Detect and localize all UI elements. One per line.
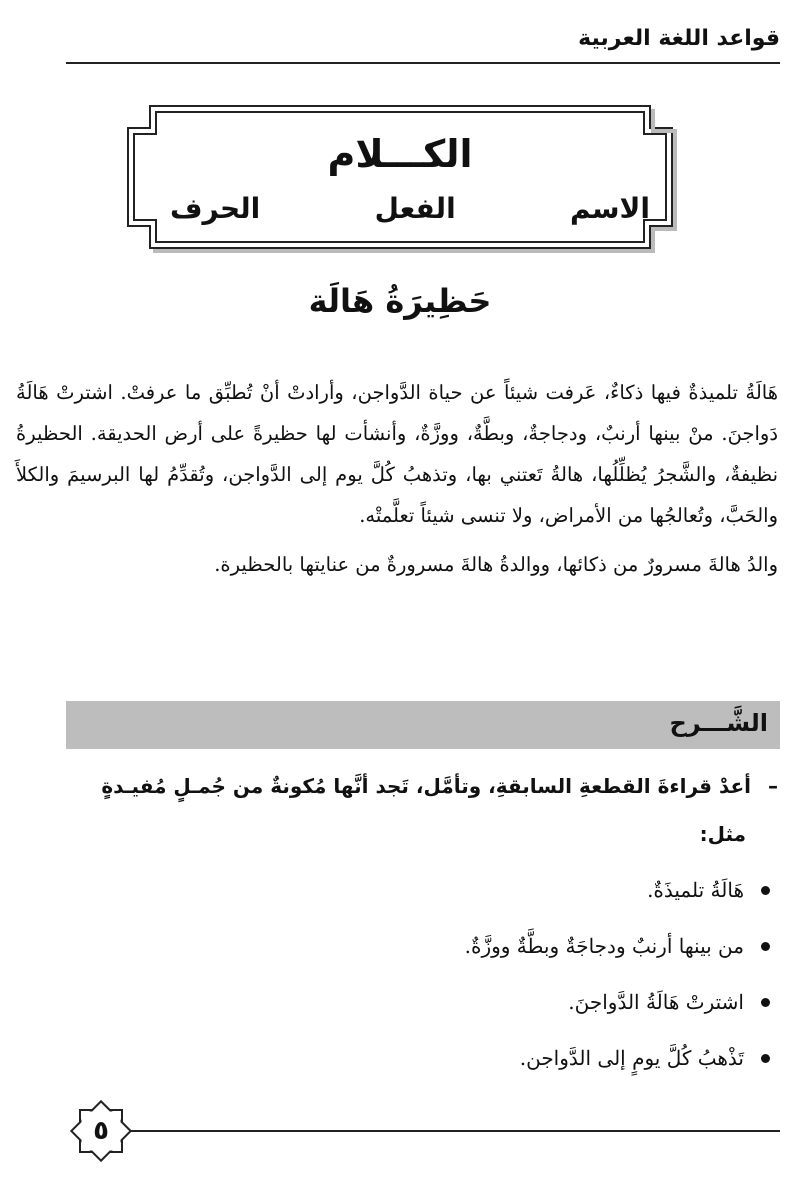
instruction-text: أعدْ قراءةَ القطعةِ السابقةِ، وتأمَّل، تَجد أنَّها مُكونةٌ من جُمـلٍ مُفيـدةٍ <box>101 774 752 798</box>
word-type-particle: الحرف <box>170 192 261 225</box>
footer-rule <box>128 1130 780 1132</box>
list-item <box>76 868 776 924</box>
example-text: اشترتْ هَالَةُ الدَّواجنَ. <box>568 990 744 1014</box>
frame-shadow <box>153 109 675 251</box>
examples-list <box>76 868 776 1092</box>
example-text: تَذْهبُ كُلَّ يومٍ إلى الدَّواجن. <box>519 1046 744 1070</box>
frame-outer-border <box>128 106 672 248</box>
bullet-icon <box>761 998 770 1007</box>
example-text: من بينها أرنبٌ ودجاجَةٌ وبطَّةٌ ووزَّةٌ. <box>464 934 744 958</box>
bullet-icon <box>761 886 770 895</box>
word-type-noun: الاسم <box>570 192 650 225</box>
story-paragraph: هَالَةُ تلميذةٌ فيها ذكاءٌ، عَرفت شيئاً عن حياة الدَّواجن، وأرادتْ أنْ تُطبِّق ما عرفتْ. اشترتْ هَالَةُ دَواجنَ. منْ بينها أرنبٌ، ودجاجةٌ، وبطَّةٌ، ووزَّةٌ، وأنشأت لها حظيرةً على أرض الحديقة. الحظيرةُ نظيفةٌ، والشَّجرُ يُظلِّلُها، هالةُ تَعتني بها، وتذهبُ كُلَّ يوم إلى الدَّواجن، وتُقدِّمُ لها البرسيمَ والكلأَ والحَبَّ، وتُعالجُها من الأمراض، ولا تنسى شيئاً تعلَّمتْه. <box>16 381 778 527</box>
example-text: هَالَةُ تلميذَةٌ. <box>647 878 744 902</box>
example-label: مثل: <box>699 822 746 846</box>
list-item <box>76 924 776 980</box>
bullet-icon <box>761 1054 770 1063</box>
story-title: حَظِيرَةُ هَالَة <box>308 282 492 320</box>
bullet-icon <box>761 942 770 951</box>
box-title: الكـــلام <box>327 132 473 176</box>
section-label: الشَّـــرح <box>669 709 768 737</box>
instruction-dash: – <box>768 774 778 798</box>
list-item <box>76 1036 776 1092</box>
list-item <box>76 980 776 1036</box>
page-number: ٥ <box>93 1116 109 1146</box>
story-paragraph: والدُ هالةَ مسرورٌ من ذكائها، ووالدةُ هالةَ مسرورةٌ من عنايتها بالحظيرة. <box>214 553 778 576</box>
running-header: قواعد اللغة العربية <box>578 26 780 51</box>
word-types <box>170 192 650 225</box>
section-band <box>66 701 780 749</box>
instruction <box>38 766 778 806</box>
story-text <box>16 372 778 585</box>
word-type-verb: الفعل <box>374 192 456 225</box>
